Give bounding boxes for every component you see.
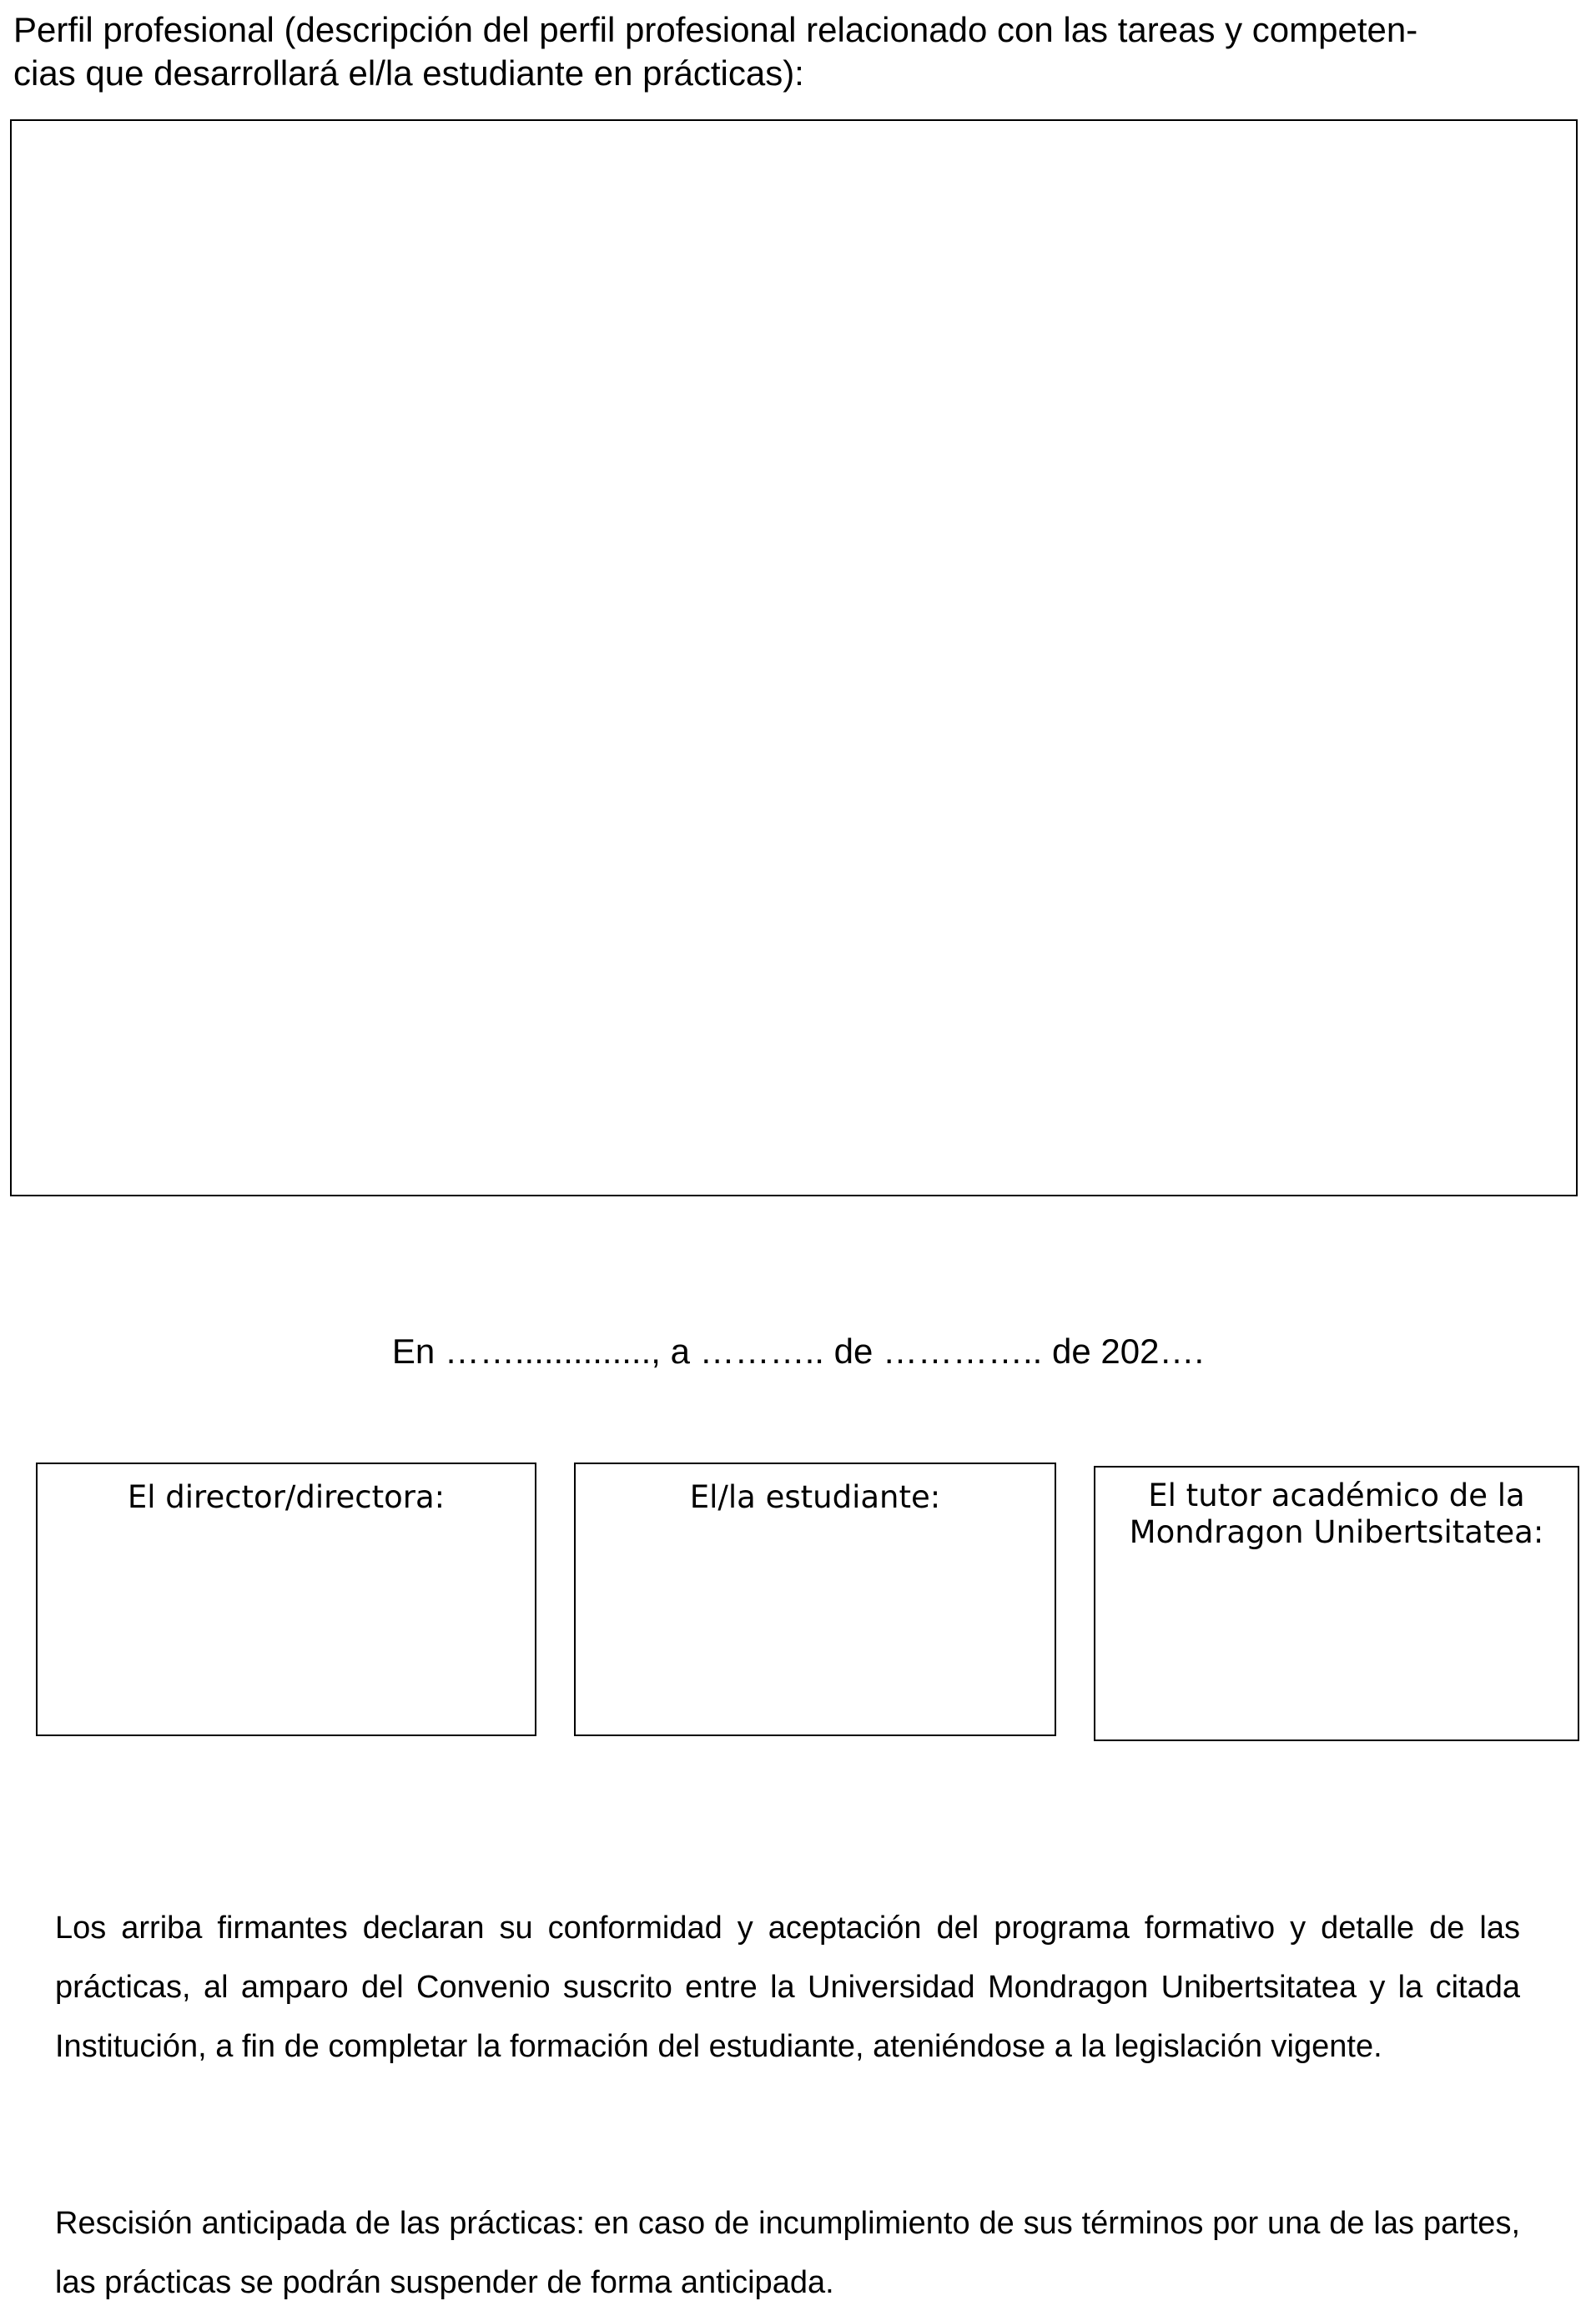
profile-heading bbox=[13, 8, 1582, 95]
student-signature-label: El/la estudiante: bbox=[689, 1479, 941, 1515]
profile-heading-line-2: cias que desarrollará el/la estudiante en prácticas): bbox=[13, 53, 804, 93]
director-signature-label: El director/directora: bbox=[127, 1479, 446, 1515]
rescission-paragraph: Rescisión anticipada de las prácticas: en caso de incumplimiento de sus términos por una de las partes, las prácticas se podrán suspender de forma anticipada. bbox=[55, 2206, 1520, 2300]
tutor-signature-label-line-1: El tutor académico de la bbox=[1148, 1478, 1525, 1513]
director-signature-box[interactable] bbox=[36, 1463, 536, 1736]
place-date-line: En …….............., a ……….. de ………….. de 202…. bbox=[391, 1332, 1205, 1371]
profile-description-box[interactable] bbox=[10, 119, 1578, 1196]
tutor-signature-label-line-2: Mondragon Unibertsitatea: bbox=[1129, 1514, 1544, 1550]
tutor-signature-box[interactable] bbox=[1094, 1466, 1579, 1741]
conformity-paragraph: Los arriba firmantes declaran su conformidad y aceptación del programa formativo y detalle de las prácticas, al amparo del Convenio suscrito entre la Universidad Mondragon Unibertsitatea y la citada Institución, a fin de completar la formación del estudiante, ateniéndose a la legislación vigente. bbox=[55, 1911, 1520, 2064]
profile-heading-line-1: Perfil profesional (descripción del perfil profesional relacionado con las tareas y competen- bbox=[13, 10, 1418, 49]
student-signature-box[interactable] bbox=[574, 1463, 1056, 1736]
